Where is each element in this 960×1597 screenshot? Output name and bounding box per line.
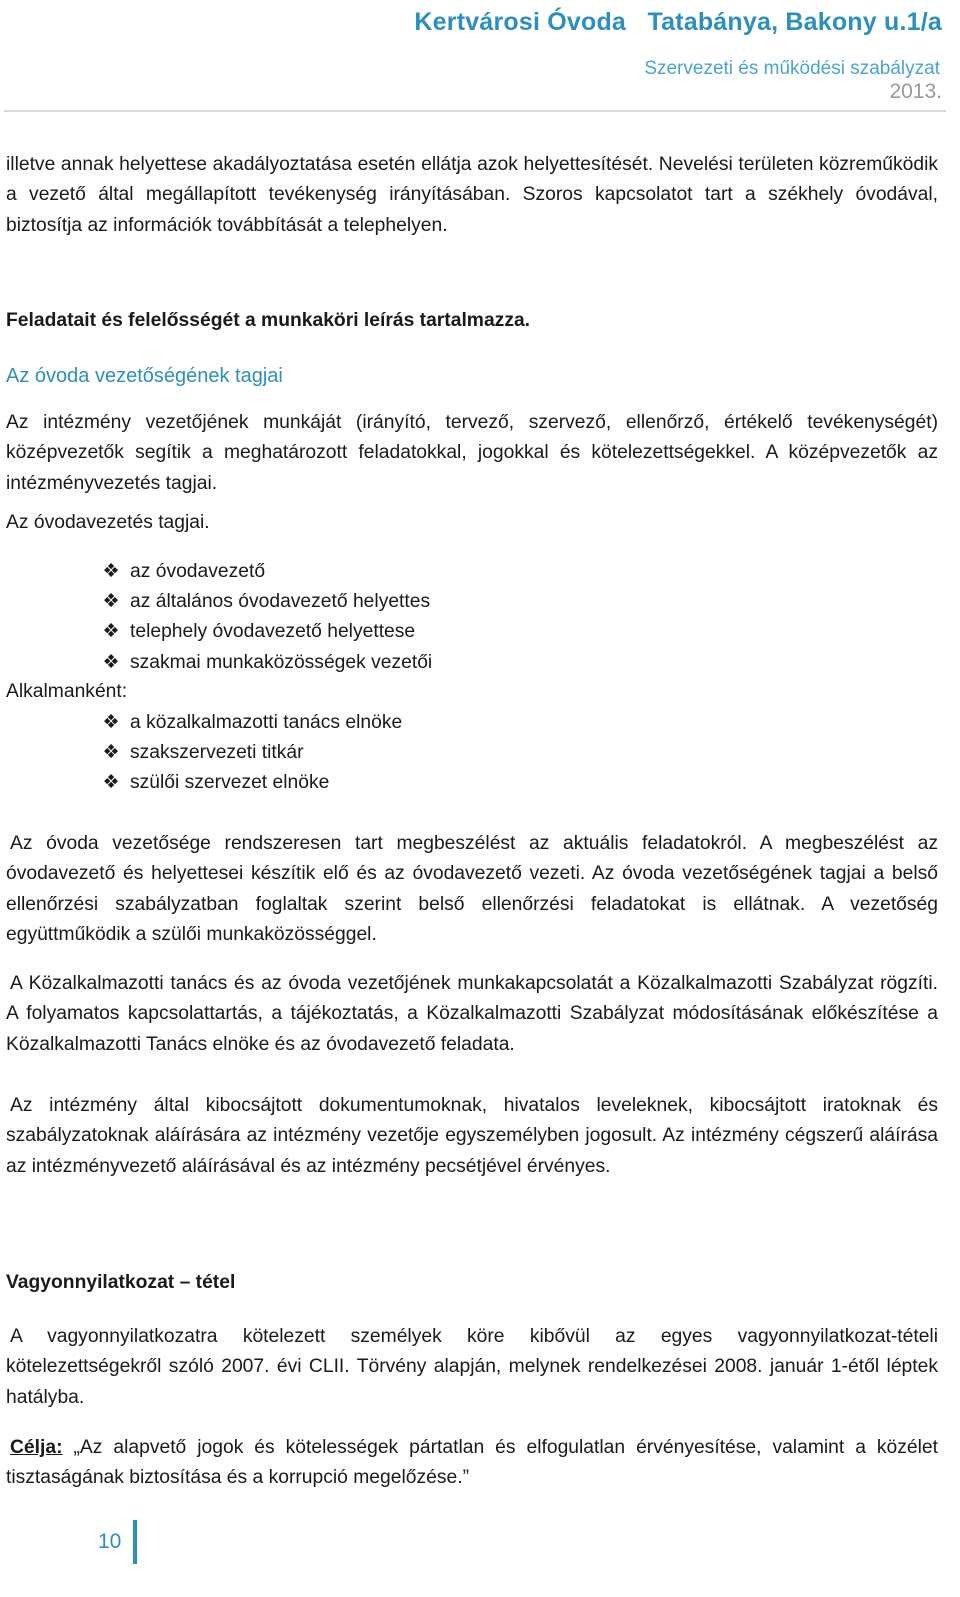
list-item: ❖ a közalkalmazotti tanács elnöke: [100, 708, 402, 738]
diamond-bullet-icon: ❖: [102, 772, 120, 794]
header-year: 2013.: [889, 80, 942, 103]
diamond-bullet-icon: ❖: [102, 591, 120, 613]
meetings-paragraph: Az óvoda vezetősége rendszeresen tart megbeszélést az aktuális feladatokról. A megbeszélést az óvodavezető és helyettesei készítik elő és az óvodavezető vezeti. Az óvoda vezetőségének tagjai a belső ellenőrzési szabályzatban foglaltak szerint belső ellenőrzési feladatokat is ellátnak. A vezetőség együttműködik a szülői munkaközösséggel.: [6, 833, 938, 946]
intro-paragraph: illetve annak helyettese akadályoztatása esetén ellátja azok helyettesítését. Nevelési területen közreműködik a vezető által megállapított tevékenység irányításában. Szoros kapcsolatot tart a székhely óvodával, biztosítja az információk továbbítását a telephelyen.: [6, 154, 938, 236]
goal-paragraph: [6, 1433, 938, 1494]
list-item: ❖ szakszervezeti titkár: [100, 738, 402, 768]
diamond-bullet-icon: ❖: [102, 621, 120, 643]
header-subtitle: Szervezeti és működési szabályzat: [644, 58, 940, 79]
asset-declaration-heading: Vagyonnyilatkozat – tétel: [6, 1272, 236, 1293]
diamond-bullet-icon: ❖: [102, 651, 120, 673]
diamond-bullet-icon: ❖: [102, 561, 120, 582]
goal-text: „Az alapvető jogok és kötelességek pártatlan és elfogulatlan érvényesítése, valamint a közélet tisztaságának biztosítása és a korrupció megelőzése.”: [6, 1437, 938, 1489]
leadership-heading: Az óvoda vezetőségének tagjai: [6, 365, 283, 387]
list-item: ❖ telephely óvodavezető helyettese: [100, 617, 432, 647]
leadership-paragraph: Az intézmény vezetőjének munkáját (irányító, tervező, szervező, ellenőrző, értékelő tevékenységét) középvezetők segítik a meghatározott feladatokkal, jogokkal és kötelezettségekkel. A középvezetők az intézményvezetés tagjai.: [6, 412, 938, 494]
occasional-label: Alkalmanként:: [6, 681, 128, 702]
header-divider: [4, 110, 946, 112]
list-item: ❖ szülői szervezet elnöke: [100, 768, 402, 798]
diamond-bullet-icon: ❖: [102, 712, 120, 733]
duties-paragraph: Feladatait és felelősségét a munkaköri leírás tartalmazza.: [6, 310, 531, 331]
list-item: ❖ az általános óvodavezető helyettes: [100, 587, 432, 617]
members-label: Az óvodavezetés tagjai.: [6, 512, 210, 533]
header-title: Kertvárosi Óvoda Tatabánya, Bakony u.1/a: [414, 8, 942, 36]
diamond-bullet-icon: ❖: [102, 742, 120, 764]
asset-declaration-paragraph: A vagyonnyilatkozatra kötelezett személyek köre kibővül az egyes vagyonnyilatkozat-tételi kötelezettségekről szóló 2007. évi CLII. Törvény alapján, melynek rendelkezései 2008. január 1-étől léptek hatályba.: [6, 1326, 938, 1408]
members-list: [100, 557, 432, 678]
list-item: ❖ szakmai munkaközösségek vezetői: [100, 648, 432, 678]
signing-paragraph: Az intézmény által kibocsájtott dokumentumoknak, hivatalos leveleknek, kibocsájtott iratoknak és szabályzatoknak aláírására az intézmény vezetője egyszemélyben jogosult. Az intézmény cégszerű aláírása az intézményvezető aláírásával és az intézmény pecsétjével érvényes.: [6, 1095, 938, 1177]
goal-label: Célja:: [10, 1437, 63, 1458]
footer-accent-bar: [133, 1520, 137, 1564]
occasional-members-list: [100, 708, 402, 799]
council-paragraph: A Közalkalmazotti tanács és az óvoda vezetőjének munkakapcsolatát a Közalkalmazotti Szabályzat rögzíti. A folyamatos kapcsolattartás, a tájékoztatás, a Közalkalmazotti Szabályzat módosításának előkészítése a Közalkalmazotti Tanács elnöke és az óvodavezető feladata.: [6, 973, 938, 1055]
page-number: 10: [98, 1530, 122, 1553]
list-item: ❖ az óvodavezető: [100, 557, 432, 587]
